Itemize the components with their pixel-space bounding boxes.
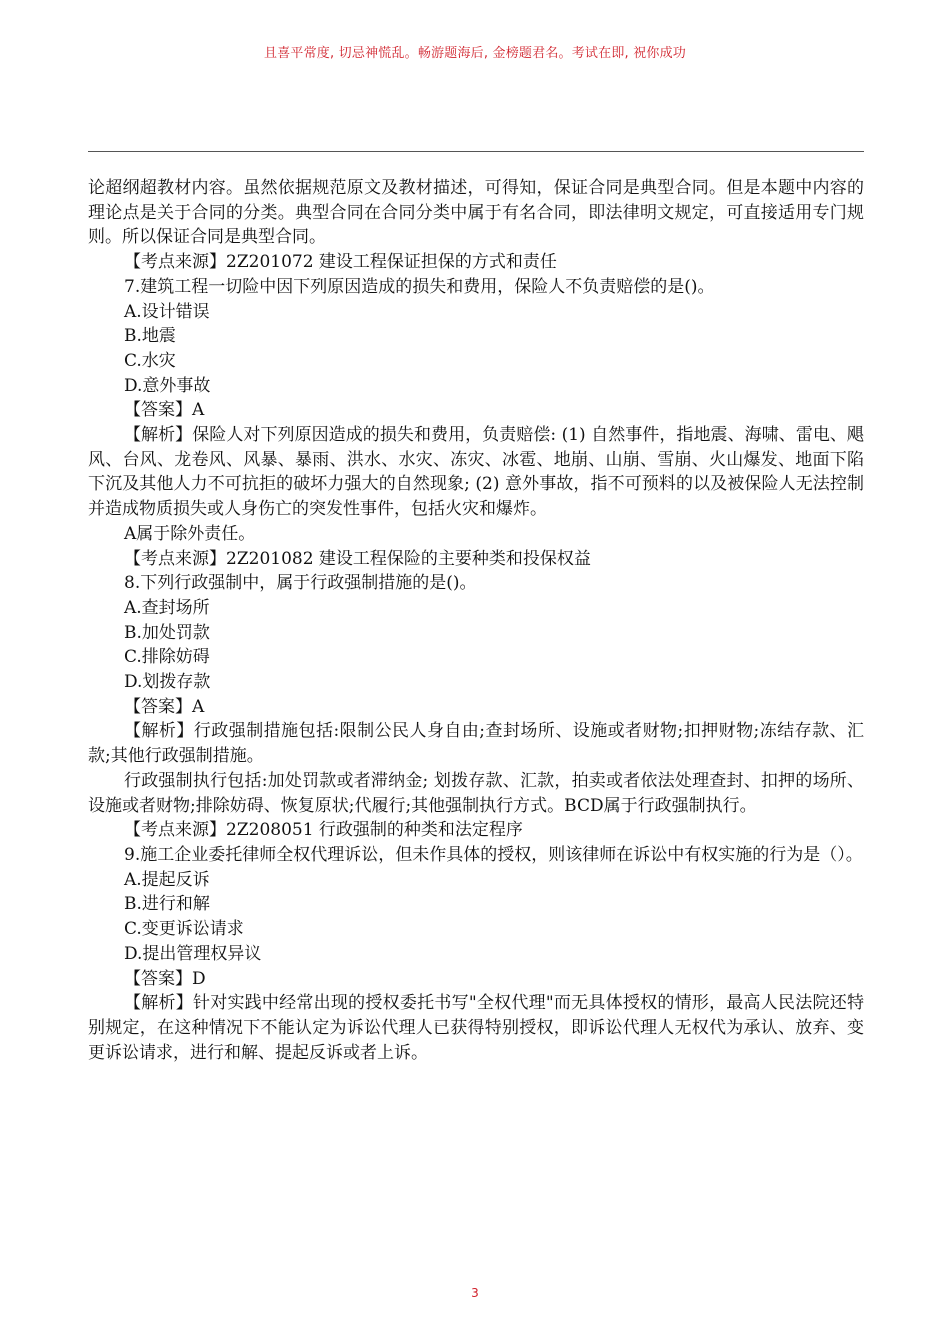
paragraph: B.进行和解 [124,894,210,915]
document-body [88,176,864,1065]
paragraph: B.地震 [124,326,176,347]
paragraph: D.划拨存款 [124,672,211,693]
paragraph: A.查封场所 [124,597,210,618]
paragraph: 【考点来源】2Z208051 行政强制的种类和法定程序 [124,820,523,841]
paragraph: 【考点来源】2Z201072 建设工程保证担保的方式和责任 [124,252,557,273]
paragraph: C.排除妨碍 [124,647,210,668]
paragraph: 【解析】针对实践中经常出现的授权委托书写"全权代理"而无具体授权的情形，最高人民法院还特别规定，在这种情况下不能认定为诉讼代理人已获得特别授权，即诉讼代理人无权代为承认、放弃、变更诉讼请求，进行和解、提起反诉或者上诉。 [88,993,864,1063]
paragraph: 行政强制执行包括:加处罚款或者滞纳金; 划拨存款、汇款，拍卖或者依法处理查封、扣押的场所、设施或者财物;排除妨碍、恢复原状;代履行;其他强制执行方式。BCD属于行政强制执行。 [88,770,864,816]
header-divider [88,151,864,152]
paragraph: 【答案】A [124,696,205,717]
paragraph: A属于除外责任。 [124,523,256,544]
paragraph: C.变更诉讼请求 [124,919,244,940]
paragraph: 【考点来源】2Z201082 建设工程保险的主要种类和投保权益 [124,548,591,569]
page-header-motto: 且喜平常度, 切忌神慌乱。畅游题海后, 金榜题君名。考试在即, 祝你成功 [264,46,686,61]
paragraph: 7.建筑工程一切险中因下列原因造成的损失和费用，保险人不负责赔偿的是()。 [124,276,715,297]
paragraph: D.提出管理权异议 [124,943,262,964]
paragraph: 【答案】D [124,968,206,989]
paragraph: B.加处罚款 [124,622,210,643]
paragraph: A.设计错误 [124,301,210,322]
paragraph: 【答案】A [124,400,205,421]
paragraph: 8.下列行政强制中，属于行政强制措施的是()。 [124,573,477,594]
paragraph: D.意外事故 [124,375,211,396]
paragraph: A.提起反诉 [124,869,210,890]
paragraph: 【解析】保险人对下列原因造成的损失和费用，负责赔偿: (1) 自然事件，指地震、海啸、雷电、飓风、台风、龙卷风、风暴、暴雨、洪水、水灾、冻灾、冰雹、地崩、山崩、雪崩、火山爆发、地面下陷下沉及其他人力不可抗拒的破坏力强大的自然现象; (2) 意外事故，指不可预料的以及被保险人无法控制并造成物质损失或人身伤亡的突发性事件，包括火灾和爆炸。 [88,425,864,520]
paragraph: 【解析】行政强制措施包括:限制公民人身自由;查封场所、设施或者财物;扣押财物;冻结存款、汇款;其他行政强制措施。 [88,721,864,767]
paragraph: 论超纲超教材内容。虽然依据规范原文及教材描述，可得知，保证合同是典型合同。但是本题中内容的理论点是关于合同的分类。典型合同在合同分类中属于有名合同，即法律明文规定，可直接适用专门规则。所以保证合同是典型合同。 [88,178,864,248]
paragraph: C.水灾 [124,350,176,371]
page-number: 3 [471,1286,479,1300]
paragraph: 9.施工企业委托律师全权代理诉讼，但未作具体的授权，则该律师在诉讼中有权实施的行为是（）。 [124,844,863,865]
